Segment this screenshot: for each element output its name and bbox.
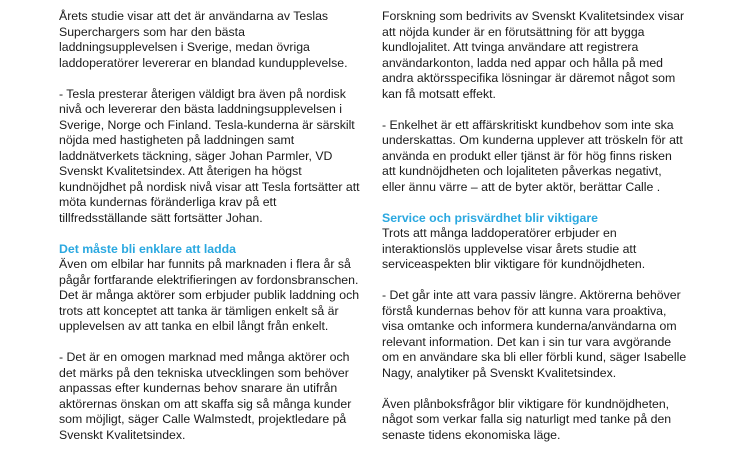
left-column bbox=[59, 9, 365, 459]
market-paragraph: Även om elbilar har funnits på marknaden i flera år så pågår fortfarande elektrifieringen av fordonsbranschen. Det är många aktörer som erbjuder publik laddning och trots att konceptet att tanka är tämligen enkelt så är upplevelsen av att tanka en elbil långt från enkelt. bbox=[59, 257, 360, 333]
simplicity-quote-paragraph: - Enkelhet är ett affärskritiskt kundbehov som inte ska underskattas. Om kunderna upplever att tröskeln för att använda en produkt eller tjänst är för hög finns risken att kundnöjdheten och lojaliteten påverkas negativt, eller ännu värre – att de byter aktör, berättar Calle . bbox=[382, 117, 683, 194]
right-column bbox=[382, 9, 688, 459]
nagy-quote-paragraph: - Det går inte att vara passiv längre. Aktörerna behöver förstå kundernas behov för att kunna vara proaktiva, visa omtanke och informera kunderna/användarna om relevant information. Det kan i sin tur vara avgörande om en användare ska bli eller förbli kund, säger Isabelle Nagy, analytiker på Svenskt Kvalitetsindex. bbox=[382, 288, 687, 380]
intro-paragraph: Årets studie visar att det är användarna av Teslas Superchargers som har den bästa laddningsupplevelsen i Sverige, medan övriga laddoperatörer levererar en blandad kundupplevelse. bbox=[59, 9, 348, 70]
walmstedt-quote-paragraph: - Det är en omogen marknad med många aktörer och det märks på den tekniska utvecklingen som behöver anpassas efter kundernas behov snarare än utifrån aktörernas önskan om att skaffa sig så många kunder som möjligt, säger Calle Walmstedt, projektledare på Svenskt Kvalitetsindex. bbox=[59, 350, 352, 442]
section-heading-easier-charging: Det måste bli enklare att ladda bbox=[59, 241, 237, 256]
section-heading-service-value: Service och prisvärdhet blir viktigare bbox=[382, 210, 598, 225]
tesla-quote-paragraph: - Tesla presterar återigen väldigt bra även på nordisk nivå och levererar den bästa laddningsupplevelsen i Sverige, Norge och Finland. Tesla-kunderna är särskilt nöjda med hastigheten på laddningen samt laddnätverkets täckning, säger Johan Parmler, VD Svenskt Kvalitetsindex. Att återigen ha högst kundnöjdhet på nordisk nivå visar att Tesla fortsätter att möta kundernas föränderliga krav på ett tillfredsställande sätt fortsätter Johan. bbox=[59, 86, 360, 225]
service-paragraph: Trots att många laddoperatörer erbjuder en interaktionslös upplevelse visar årets studie att serviceaspekten blir viktigare för kundnöjdheten. bbox=[382, 226, 646, 271]
research-paragraph: Forskning som bedrivits av Svenskt Kvalitetsindex visar att nöjda kunder är en förutsättning för att bygga kundlojalitet. Att tvinga användare att registrera användarkonton, ladda ned appar och hålla på med andra aktörsspecifika lösningar är däremot något som kan få motsatt effekt. bbox=[382, 9, 685, 101]
wallet-paragraph: Även plånboksfrågor blir viktigare för kundnöjdheten, något som verkar falla sig naturligt med tanke på den senaste tidens ekonomiska läge. bbox=[382, 396, 672, 442]
